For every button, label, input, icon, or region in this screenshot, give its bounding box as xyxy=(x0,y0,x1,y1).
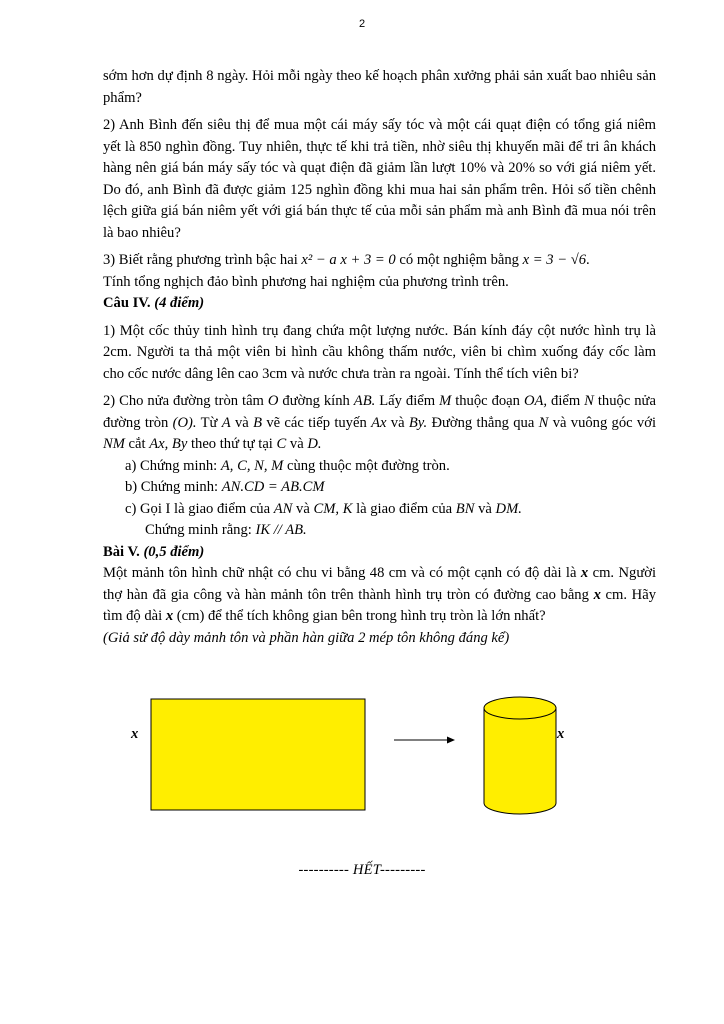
question-4-part2b: b) Chứng minh: AN.CD = AB.CM xyxy=(125,479,325,495)
transform-arrow-head xyxy=(447,737,455,744)
question-4-part1: 1) Một cốc thủy tinh hình trụ đang chứa một lượng nước. Bán kính đáy cột nước hình trụ là 2cm. Người ta thả một viên bi hình cầu không thấm nước, viên bi chìm xuống đáy cốc làm cho cốc nước dâng lên cao 3cm và nước chưa tràn ra ngoài. Tính thể tích viên bi? xyxy=(103,322,656,382)
q3-part3-middle: có một nghiệm bằng xyxy=(399,252,519,268)
question-4-title: Câu IV. xyxy=(103,295,151,311)
equation-root: x = 3 − √6 xyxy=(522,252,586,268)
page-number: 2 xyxy=(358,18,366,30)
question-5-points: (0,5 điểm) xyxy=(143,543,205,560)
exam-content xyxy=(103,66,656,649)
sheet-to-cylinder-figure xyxy=(0,692,724,822)
question-4-heading xyxy=(103,293,656,315)
question-3-part3-line2: Tính tổng nghịch đảo bình phương hai nghiệm của phương trình trên. xyxy=(103,273,509,290)
cylinder-height-label: x xyxy=(557,726,565,742)
rectangle-side-label: x xyxy=(131,726,139,742)
question-5-heading xyxy=(103,542,656,564)
cylinder-top-ellipse xyxy=(484,697,556,719)
question-3-part3 xyxy=(103,250,656,272)
figure-drawing xyxy=(0,692,724,822)
cylinder-body xyxy=(484,708,556,814)
q3-part3-lead: 3) Biết rằng phương trình bậc hai xyxy=(103,252,298,268)
quadratic-equation: x² − a x + 3 = 0 xyxy=(301,252,396,268)
question-5-note: (Giả sử độ dày mảnh tôn và phần hàn giữa 2 mép tôn không đáng kể) xyxy=(103,629,510,646)
question-4-part2c-line2: Chứng minh rằng: IK // AB. xyxy=(145,522,307,538)
question-5-title: Bài V. xyxy=(103,543,140,560)
question-5-body: Một mảnh tôn hình chữ nhật có chu vi bằng 48 cm và có một cạnh có độ dài là x cm. Người thợ hàn đã gia công và hàn mảnh tôn trên thành hình trụ tròn có đường cao bằng x cm. Hãy tìm độ dài x (cm) để thể tích không gian bên trong hình trụ tròn là lớn nhất? xyxy=(103,565,656,624)
metal-sheet-rectangle xyxy=(151,699,365,810)
question-4-part2a: a) Chứng minh: A, C, N, M cùng thuộc một đường tròn. xyxy=(125,457,450,474)
question-4-part2c: c) Gọi I là giao điểm của AN và CM, K là giao điểm của BN và DM. xyxy=(125,500,522,517)
question-4-part2: 2) Cho nửa đường tròn tâm O đường kính AB. Lấy điểm M thuộc đoạn OA, điểm N thuộc nửa đường tròn (O). Từ A và B vẽ các tiếp tuyến Ax và By. Đường thẳng qua N và vuông góc với NM cắt Ax, By theo thứ tự tại C và D. xyxy=(103,393,656,452)
question-4-points: (4 điểm) xyxy=(154,295,205,311)
end-of-exam-marker: ---------- HẾT--------- xyxy=(298,862,426,878)
q3-part3-end: . xyxy=(586,252,590,268)
question-3-part1-tail: sớm hơn dự định 8 ngày. Hỏi mỗi ngày theo kế hoạch phân xưởng phải sản xuất bao nhiêu sản phẩm? xyxy=(103,68,656,106)
question-3-part2: 2) Anh Bình đến siêu thị để mua một cái máy sấy tóc và một cái quạt điện có tổng giá niêm yết là 850 nghìn đồng. Tuy nhiên, thực tế khi trả tiền, nhờ siêu thị khuyến mãi để tri ân khách hàng nên giá bán máy sấy tóc và quạt điện đã giảm lần lượt 10% và 20% so với giá niêm yết. Do đó, anh Bình đã được giảm 125 nghìn đồng khi mua hai sản phẩm trên. Hỏi số tiền chênh lệch giữa giá bán niêm yết với giá bán thực tế của mỗi sản phẩm mà anh Bình đã mua nói trên là bao nhiêu? xyxy=(103,117,656,241)
